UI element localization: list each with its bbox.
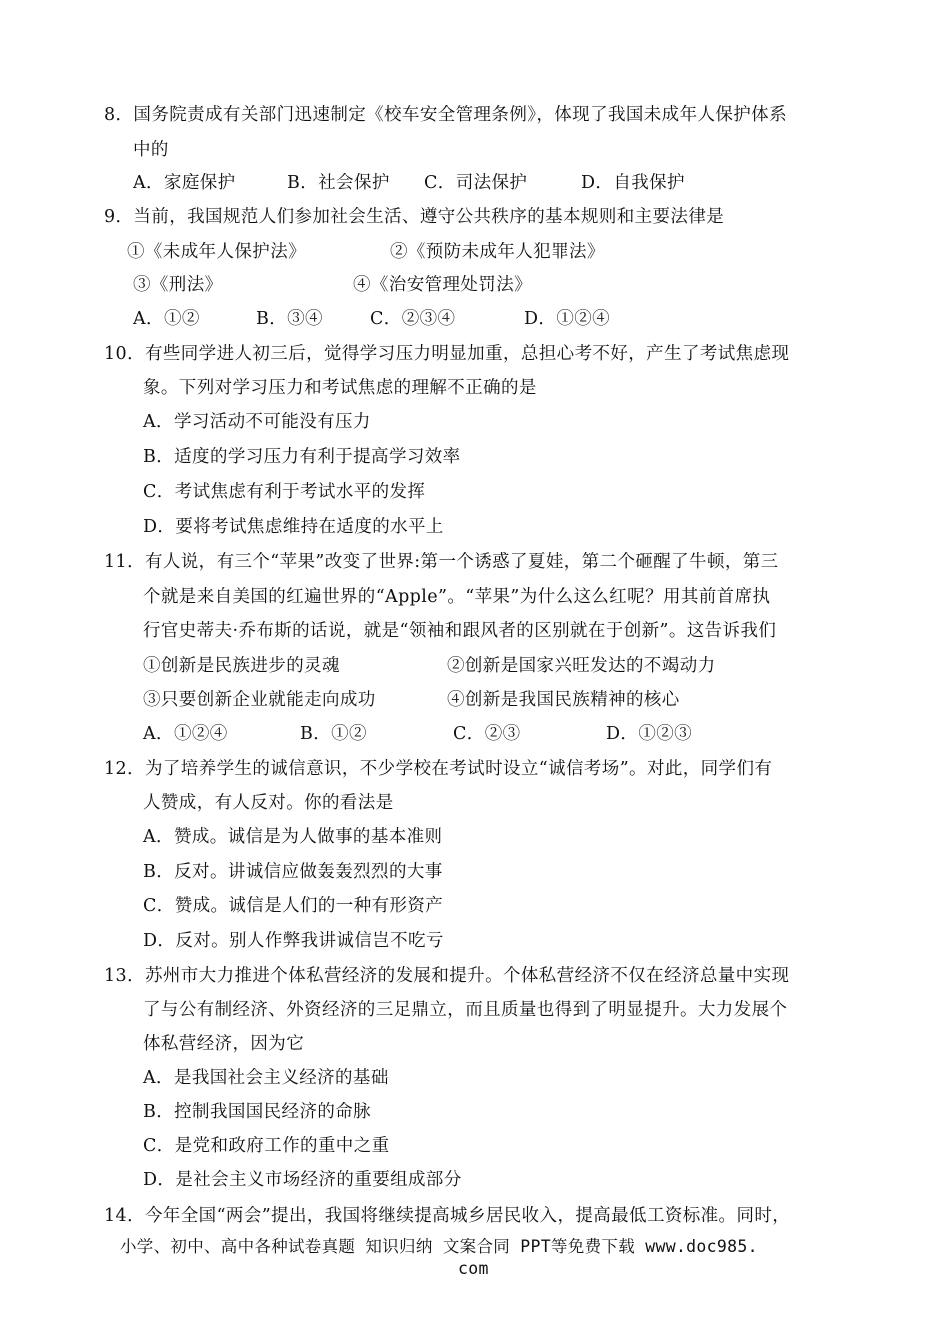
q9-item-2: ②《预防未成年人犯罪法》 bbox=[390, 242, 605, 262]
footer-download-line1: 小学、初中、高中各种试卷真题 知识归纳 文案合同 PPT等免费下载 www.doc985. bbox=[120, 1237, 758, 1256]
q11-item-2: ②创新是国家兴旺发达的不竭动力 bbox=[447, 656, 716, 676]
q12-stem-line1: 12．为了培养学生的诚信意识，不少学校在考试时设立“诚信考场”。对此，同学们有 bbox=[104, 759, 773, 779]
q11-option-d: D．①②③ bbox=[606, 724, 693, 744]
q10-option-a: A．学习活动不可能没有压力 bbox=[143, 412, 371, 432]
q14-stem-line1: 14．今年全国“两会”提出，我国将继续提高城乡居民收入，提高最低工资标准。同时， bbox=[104, 1206, 791, 1226]
q11-item-3: ③只要创新企业就能走向成功 bbox=[143, 690, 376, 710]
q12-option-a: A．赞成。诚信是为人做事的基本准则 bbox=[143, 827, 443, 847]
q9-option-d: D．①②④ bbox=[524, 309, 611, 329]
q11-stem-line2: 个就是来自美国的红遍世界的“Apple”。“苹果”为什么这么红呢？用其前首席执 bbox=[143, 587, 771, 607]
q13-option-a: A．是我国社会主义经济的基础 bbox=[143, 1068, 389, 1088]
q12-option-d: D．反对。别人作弊我讲诚信岂不吃亏 bbox=[143, 931, 444, 951]
q9-item-1: ①《未成年人保护法》 bbox=[127, 242, 306, 262]
q12-option-c: C．赞成。诚信是人们的一种有形资产 bbox=[143, 896, 444, 916]
q8-option-d: D．自我保护 bbox=[581, 173, 685, 193]
q12-stem-line2: 人赞成，有人反对。你的看法是 bbox=[143, 793, 394, 813]
q10-stem-line2: 象。下列对学习压力和考试焦虑的理解不正确的是 bbox=[143, 378, 537, 398]
q11-option-c: C．②③ bbox=[453, 724, 521, 744]
q9-item-4: ④《治安管理处罚法》 bbox=[353, 275, 532, 295]
q11-item-1: ①创新是民族进步的灵魂 bbox=[143, 656, 340, 676]
q9-option-b: B．③④ bbox=[256, 309, 323, 329]
q13-stem-line1: 13．苏州市大力推进个体私营经济的发展和提升。个体私营经济不仅在经济总量中实现 bbox=[104, 966, 790, 986]
q8-option-a: A．家庭保护 bbox=[133, 173, 236, 193]
q13-option-c: C．是党和政府工作的重中之重 bbox=[143, 1136, 390, 1156]
q9-option-a: A．①② bbox=[133, 309, 200, 329]
q10-stem-line1: 10．有些同学进人初三后，觉得学习压力明显加重，总担心考不好，产生了考试焦虑现 bbox=[104, 344, 790, 364]
q8-option-b: B．社会保护 bbox=[287, 173, 390, 193]
q9-option-c: C．②③④ bbox=[370, 309, 456, 329]
q11-option-b: B．①② bbox=[300, 724, 367, 744]
q8-option-c: C．司法保护 bbox=[424, 173, 528, 193]
q9-stem-line1: 9．当前，我国规范人们参加社会生活、遵守公共秩序的基本规则和主要法律是 bbox=[104, 207, 725, 227]
q13-option-d: D．是社会主义市场经济的重要组成部分 bbox=[143, 1170, 462, 1190]
q10-option-d: D．要将考试焦虑维持在适度的水平上 bbox=[143, 517, 444, 537]
footer-download-line2: com bbox=[458, 1259, 489, 1278]
q11-item-4: ④创新是我国民族精神的核心 bbox=[447, 690, 680, 710]
q11-stem-line3: 行官史蒂夫·乔布斯的话说，就是“领袖和跟风者的区别就在于创新”。这告诉我们 bbox=[143, 621, 777, 641]
q11-option-a: A．①②④ bbox=[143, 724, 228, 744]
q8-stem-line2: 中的 bbox=[133, 140, 169, 160]
q12-option-b: B．反对。讲诚信应做轰轰烈烈的大事 bbox=[143, 862, 443, 882]
q13-stem-line2: 了与公有制经济、外资经济的三足鼎立，而且质量也得到了明显提升。大力发展个 bbox=[143, 1000, 788, 1020]
q13-stem-line3: 体私营经济，因为它 bbox=[143, 1034, 305, 1054]
q10-option-c: C．考试焦虑有利于考试水平的发挥 bbox=[143, 482, 426, 502]
q9-item-3: ③《刑法》 bbox=[133, 275, 223, 295]
q11-stem-line1: 11．有人说，有三个“苹果”改变了世界:第一个诱惑了夏娃，第二个砸醒了牛顿，第三 bbox=[104, 552, 779, 572]
q13-option-b: B．控制我国国民经济的命脉 bbox=[143, 1102, 372, 1122]
q8-stem-line1: 8．国务院责成有关部门迅速制定《校车安全管理条例》，体现了我国未成年人保护体系 bbox=[104, 105, 787, 125]
q10-option-b: B．适度的学习压力有利于提高学习效率 bbox=[143, 447, 461, 467]
